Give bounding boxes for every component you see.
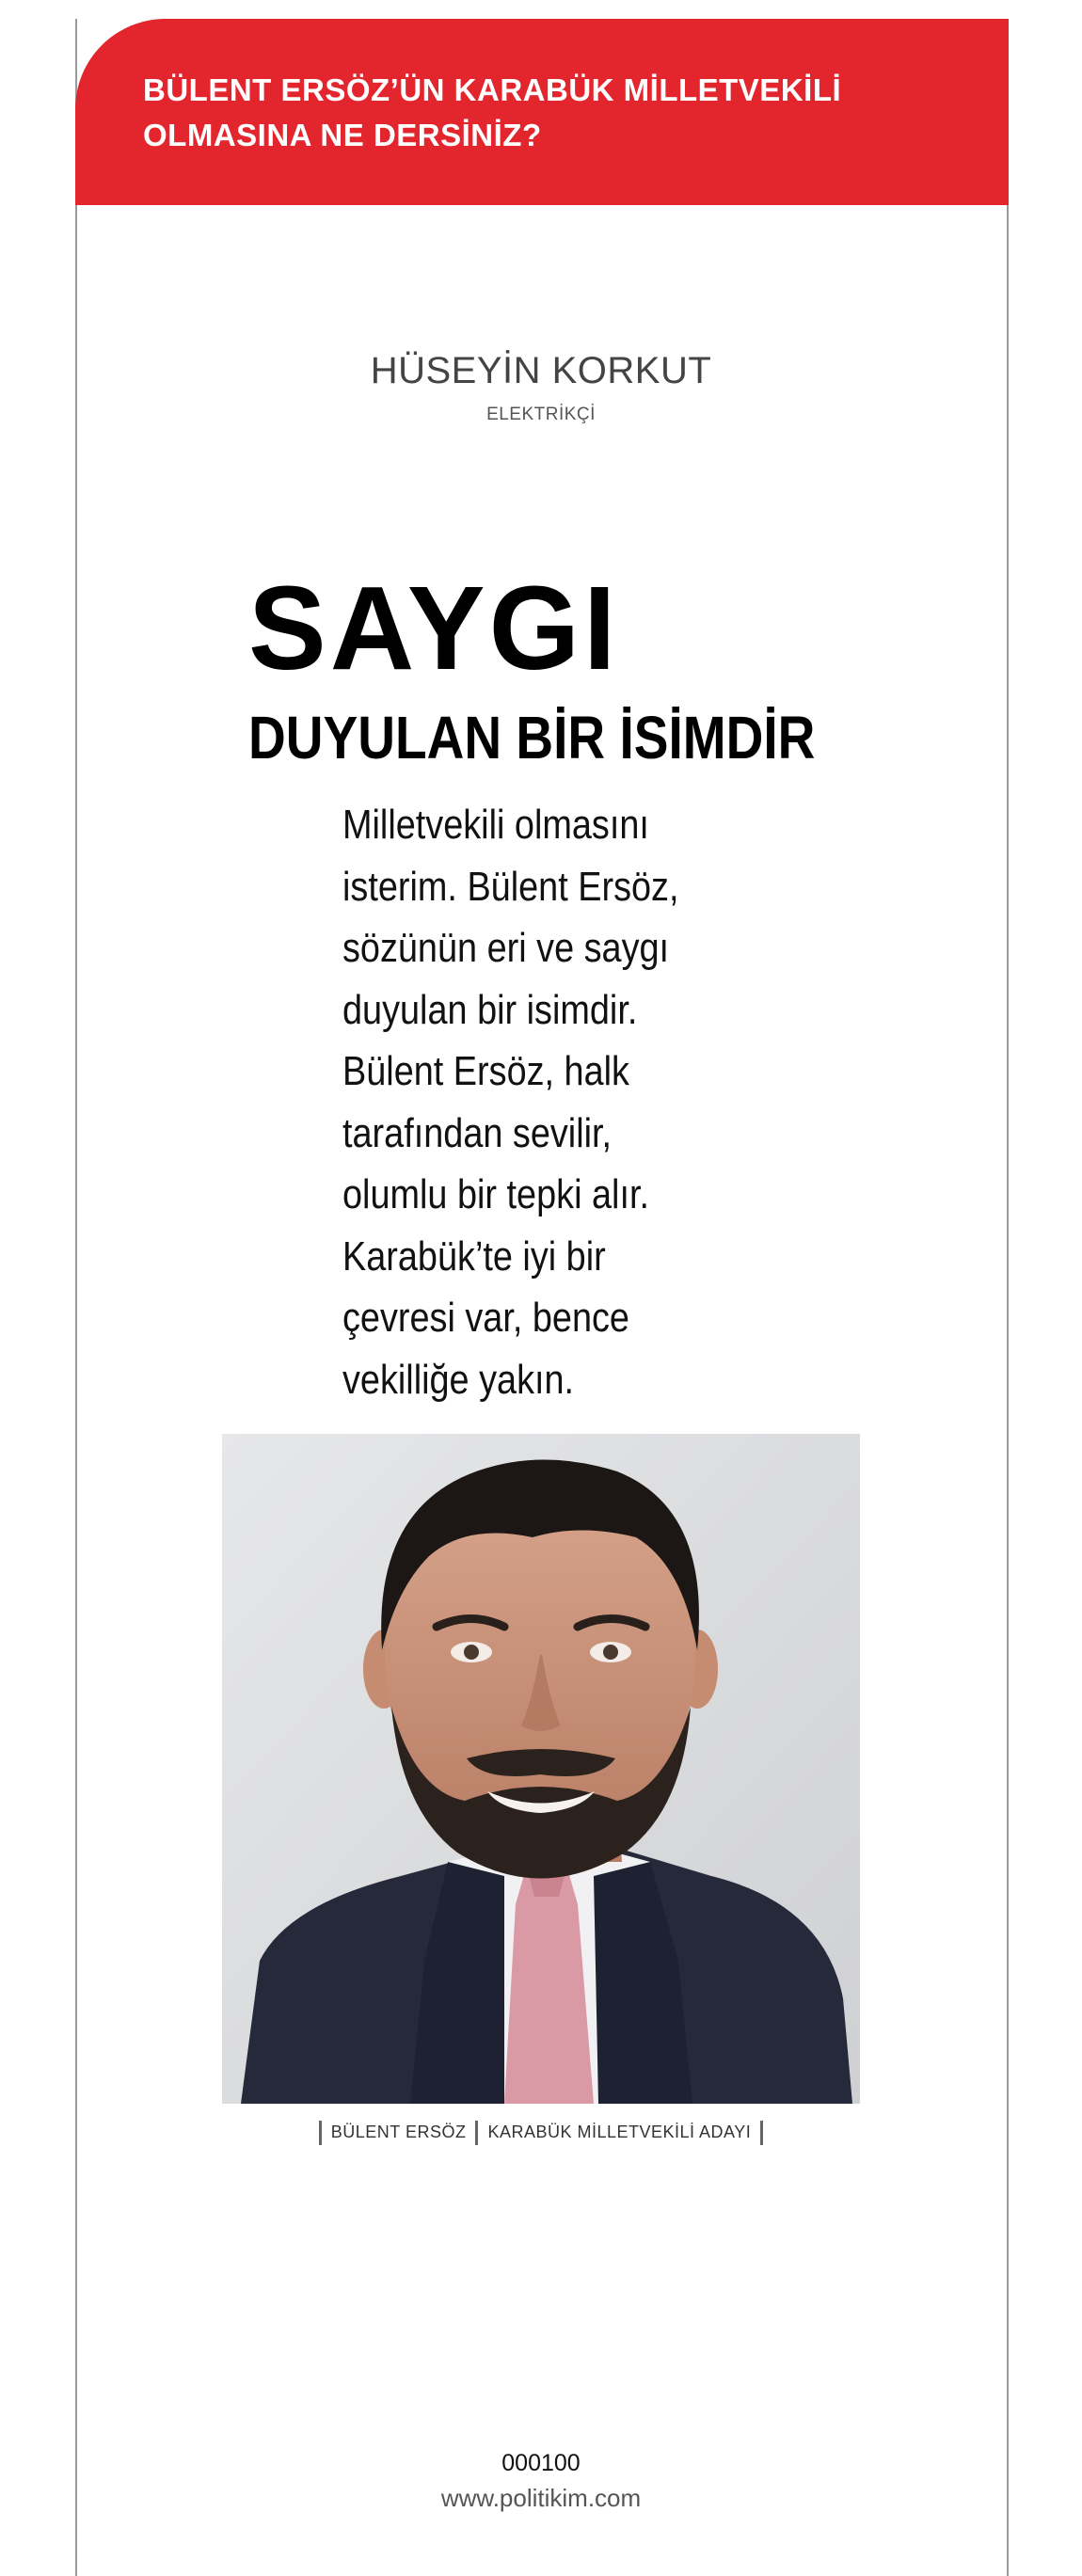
person-name: HÜSEYİN KORKUT: [370, 350, 712, 391]
quote-line: vekilliğe yakın.: [342, 1356, 575, 1403]
caption-divider: [760, 2121, 763, 2145]
quote-line: sözünün eri ve saygı: [342, 925, 670, 971]
header-title: [143, 68, 841, 158]
footer-website: www.politikim.com: [440, 2484, 642, 2512]
quote-line: tarafından sevilir,: [342, 1109, 613, 1156]
caption-name: BÜLENT ERSÖZ: [330, 2122, 467, 2141]
caption-divider: [319, 2121, 322, 2145]
quote-line: olumlu bir tepki alır.: [342, 1171, 649, 1217]
caption-divider: [475, 2121, 478, 2145]
subheadline: DUYULAN BİR İSİMDİR: [248, 704, 816, 771]
headline: SAYGI: [248, 562, 620, 695]
quote-line: isterim. Bülent Ersöz,: [342, 863, 679, 910]
quote-line: duyulan bir isimdir.: [342, 986, 638, 1033]
quote-line: Milletvekili olmasını: [342, 802, 649, 848]
footer-code: 000100: [501, 2450, 581, 2476]
caption-role: KARABÜK MİLLETVEKİLİ ADAYI: [487, 2122, 752, 2141]
header-title-line-1: BÜLENT ERSÖZ’ÜN KARABÜK MİLLETVEKİLİ: [143, 72, 842, 107]
portrait-illustration: [222, 1434, 860, 2104]
quote-line: Bülent Ersöz, halk: [342, 1048, 629, 1094]
quote-text: [342, 794, 796, 1410]
photo-caption: [0, 2121, 1082, 2145]
header-banner: [75, 19, 1009, 205]
person-occupation: ELEKTRİKÇİ: [486, 405, 596, 424]
quote-line: çevresi var, bence: [342, 1295, 629, 1341]
header-title-line-2: OLMASINA NE DERSİNİZ?: [143, 118, 542, 152]
quote-line: Karabük’te iyi bir: [342, 1232, 606, 1280]
portrait-photo: [222, 1434, 860, 2104]
